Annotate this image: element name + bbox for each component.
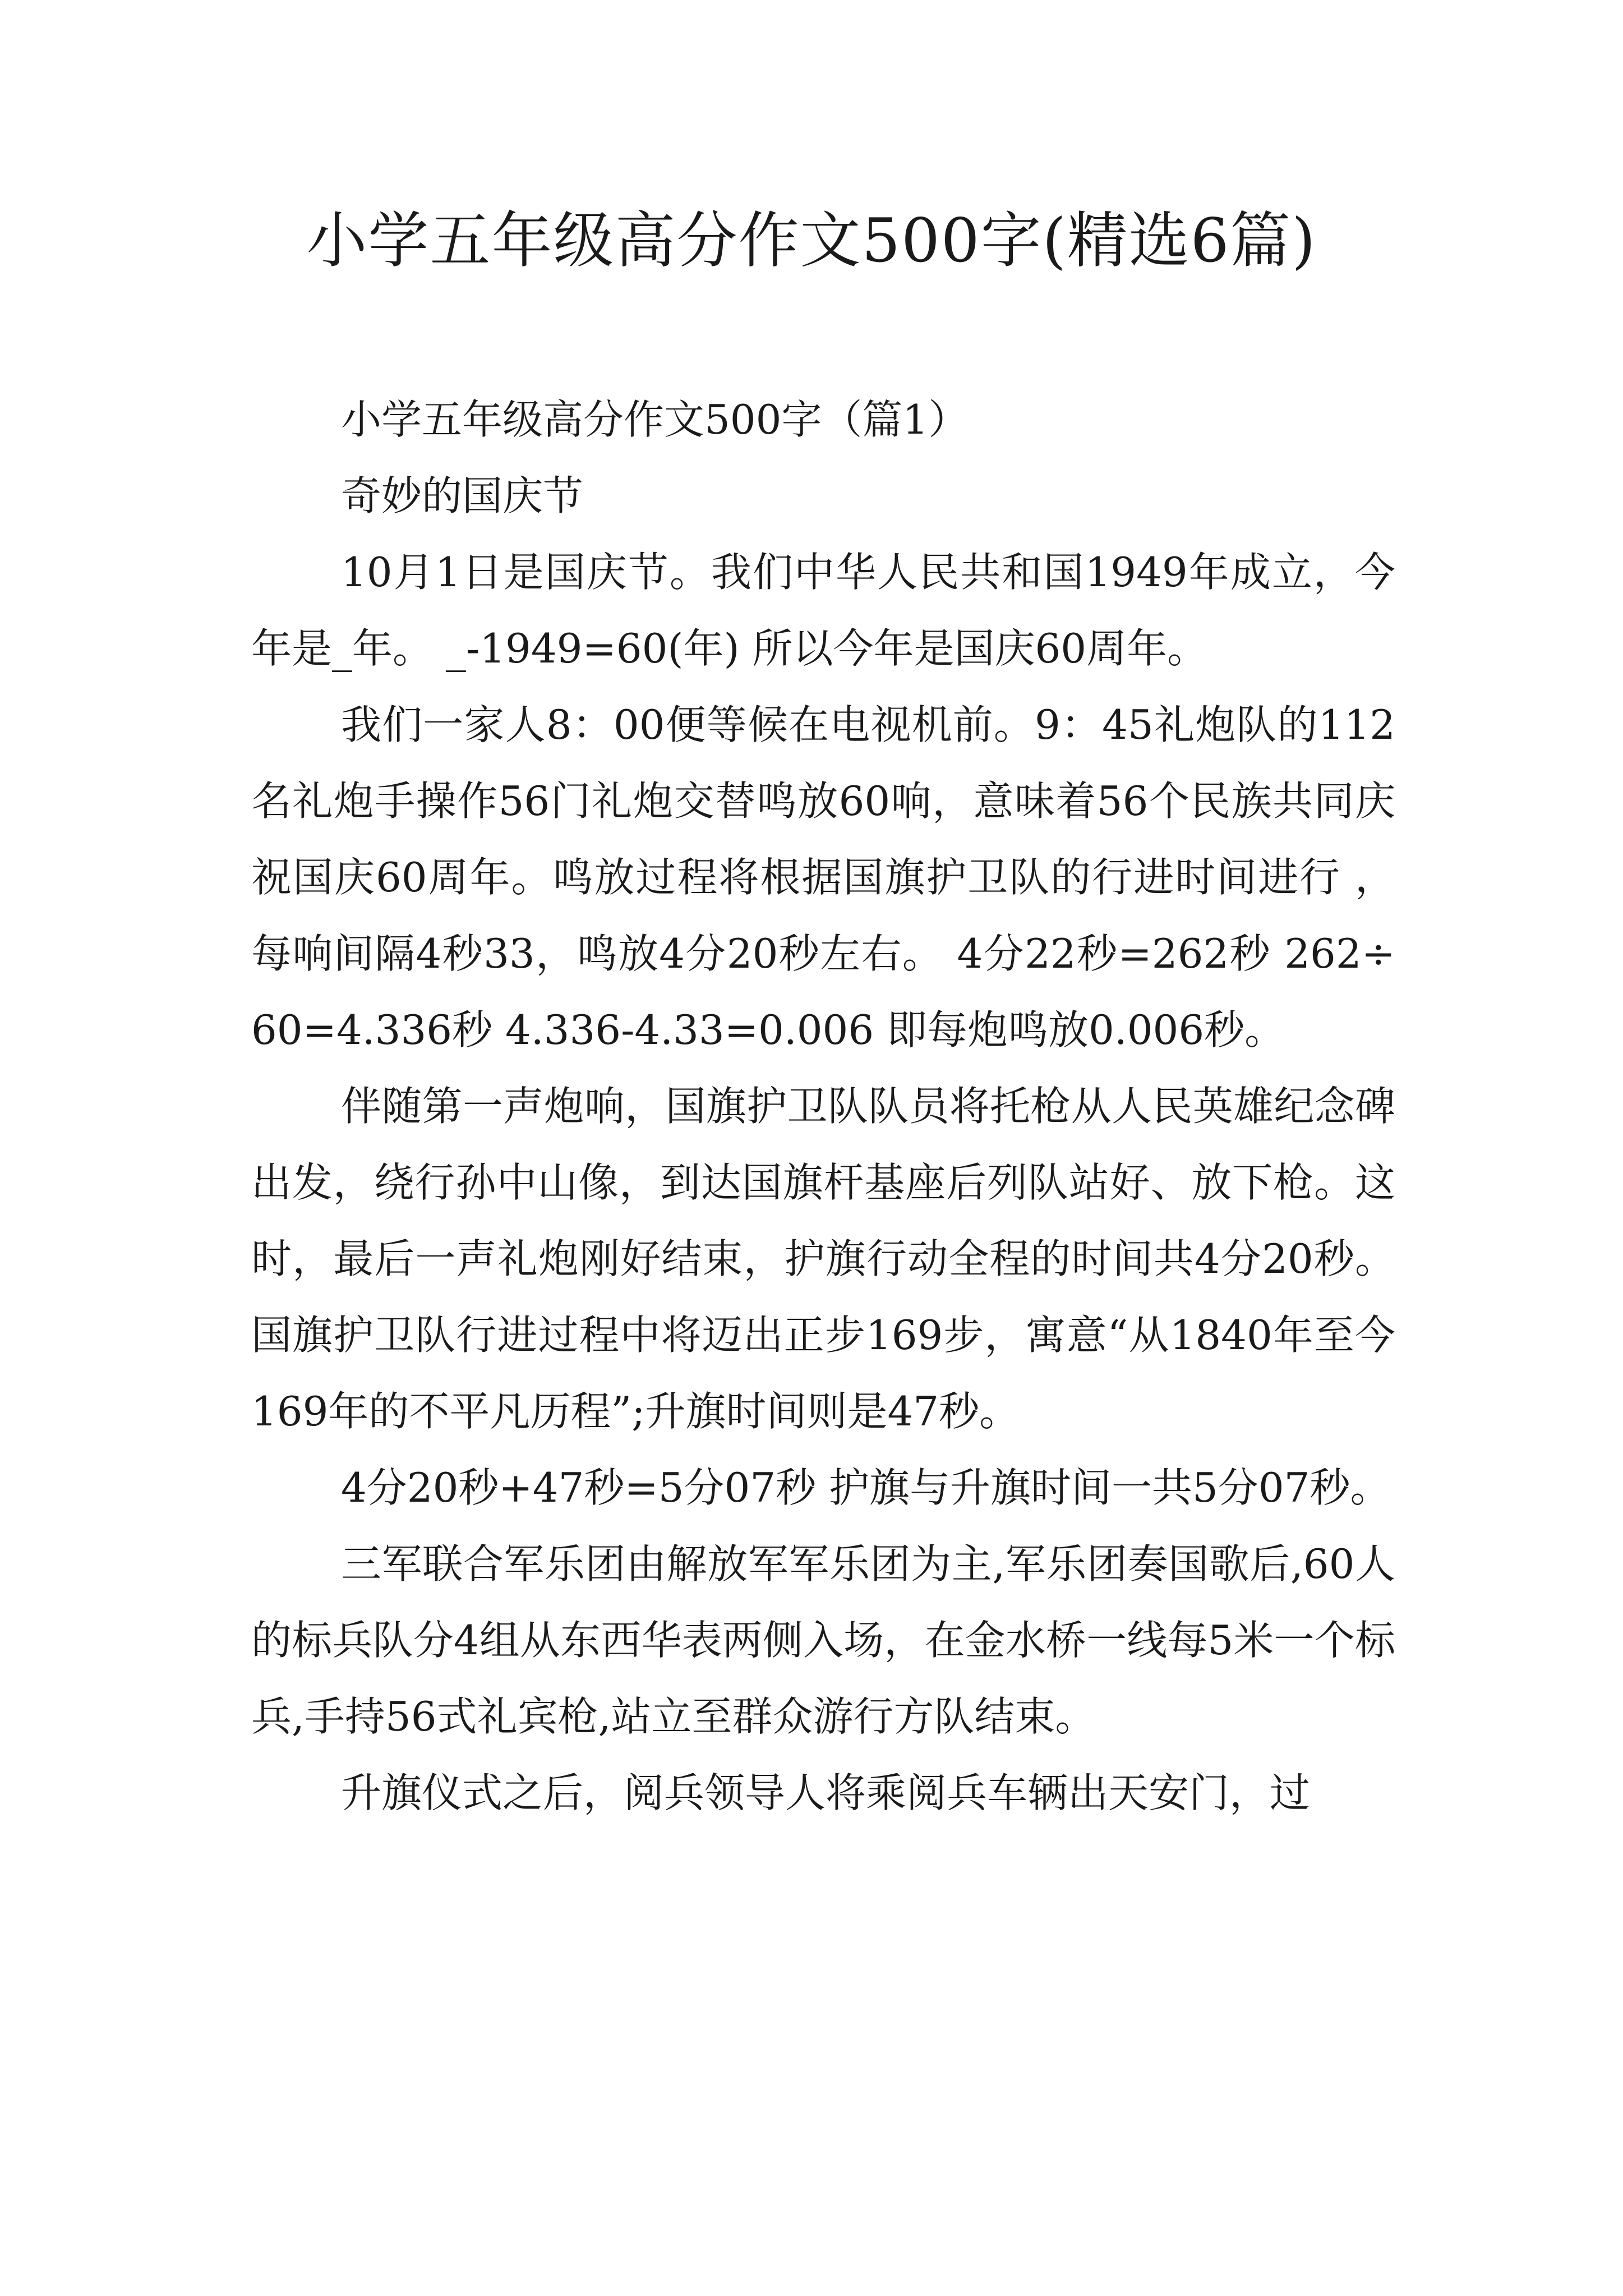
paragraph: 三军联合军乐团由解放军军乐团为主,军乐团奏国歌后,60人的标兵队分4组从东西华表两侧入场，在金水桥一线每5米一个标兵,手持56式礼宾枪,站立至群众游行方队结束。 [251,1540,1395,1740]
paragraph: 伴随第一声炮响，国旗护卫队队员将托枪从人民英雄纪念碑出发，绕行孙中山像，到达国旗杆基座后列队站好、放下枪。这时，最后一声礼炮刚好结束，护旗行动全程的时间共4分20秒。国旗护卫队行进过程中将迈出正步169步，寓意“从1840年至今169年的不平凡历程”;升旗时间则是47秒。 [251,1083,1395,1435]
paragraph: 10月1日是国庆节。我们中华人民共和国1949年成立，今年是_年。 _-1949=60(年) 所以今年是国庆60周年。 [251,549,1395,672]
document-body [251,381,1395,1831]
paragraph: 升旗仪式之后，阅兵领导人将乘阅兵车辆出天安门，过 [341,1769,1311,1816]
document-title: 小学五年级高分作文500字(精选6篇) [306,206,1317,276]
paragraph: 我们一家人8：00便等候在电视机前。9：45礼炮队的112名礼炮手操作56门礼炮交替鸣放60响，意味着56个民族共同庆祝国庆60周年。鸣放过程将根据国旗护卫队的行进时间进行 ，每响间隔4秒33，鸣放4分20秒左右。 4分22秒=262秒 262÷60=4.336秒 4.336-4.33=0.006 即每炮鸣放0.006秒。 [251,701,1395,1053]
section-heading: 小学五年级高分作文500字（篇1） [341,396,969,443]
essay-title: 奇妙的国庆节 [341,472,584,519]
paragraph: 4分20秒+47秒=5分07秒 护旗与升旗时间一共5分07秒。 [341,1464,1391,1511]
